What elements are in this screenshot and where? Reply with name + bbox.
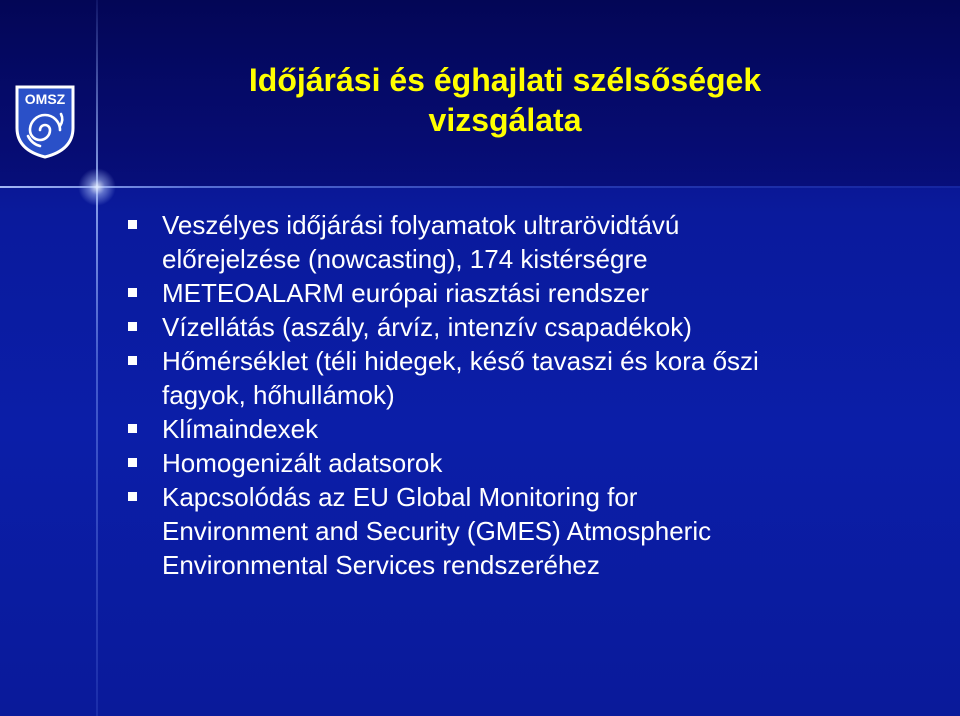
omsz-shield-logo-icon	[14, 84, 76, 160]
square-bullet-icon	[128, 288, 137, 297]
bullet-item	[128, 480, 928, 582]
logo-text: OMSZ	[24, 91, 66, 107]
bullet-text: Homogenizált adatsorok	[162, 448, 443, 478]
square-bullet-icon	[128, 322, 137, 331]
square-bullet-icon	[128, 492, 137, 501]
bullet-text: Vízellátás (aszály, árvíz, intenzív csapadékok)	[162, 312, 692, 342]
bullet-text: Environment and Security (GMES) Atmospheric	[162, 516, 712, 546]
square-bullet-icon	[128, 458, 137, 467]
bullet-text: Kapcsolódás az EU Global Monitoring for	[162, 482, 638, 512]
bullet-list	[128, 208, 928, 582]
square-bullet-icon	[128, 424, 137, 433]
bullet-text: Hőmérséklet (téli hidegek, késő tavaszi és kora őszi	[162, 346, 759, 376]
bullet-item	[128, 276, 928, 310]
bullet-text: METEOALARM európai riasztási rendszer	[162, 278, 649, 308]
square-bullet-icon	[128, 356, 137, 365]
bullet-text: Environmental Services rendszeréhez	[162, 550, 600, 580]
vertical-light-line	[96, 0, 98, 716]
bullet-item	[128, 412, 928, 446]
bullet-item	[128, 310, 928, 344]
title-line-2: vizsgálata	[428, 102, 582, 138]
square-bullet-icon	[128, 220, 137, 229]
bullet-item	[128, 344, 928, 412]
title-line-1: Időjárási és éghajlati szélsőségek	[248, 62, 762, 98]
horizontal-light-line	[0, 186, 960, 188]
cross-glow	[78, 168, 116, 206]
bullet-text: fagyok, hőhullámok)	[162, 380, 395, 410]
bullet-text: Veszélyes időjárási folyamatok ultrarövidtávú	[162, 210, 680, 240]
slide-title	[130, 60, 880, 140]
bullet-text: előrejelzése (nowcasting), 174 kistérségre	[162, 244, 648, 274]
bullet-item	[128, 446, 928, 480]
bullet-item	[128, 208, 928, 276]
bullet-text: Klímaindexek	[162, 414, 319, 444]
